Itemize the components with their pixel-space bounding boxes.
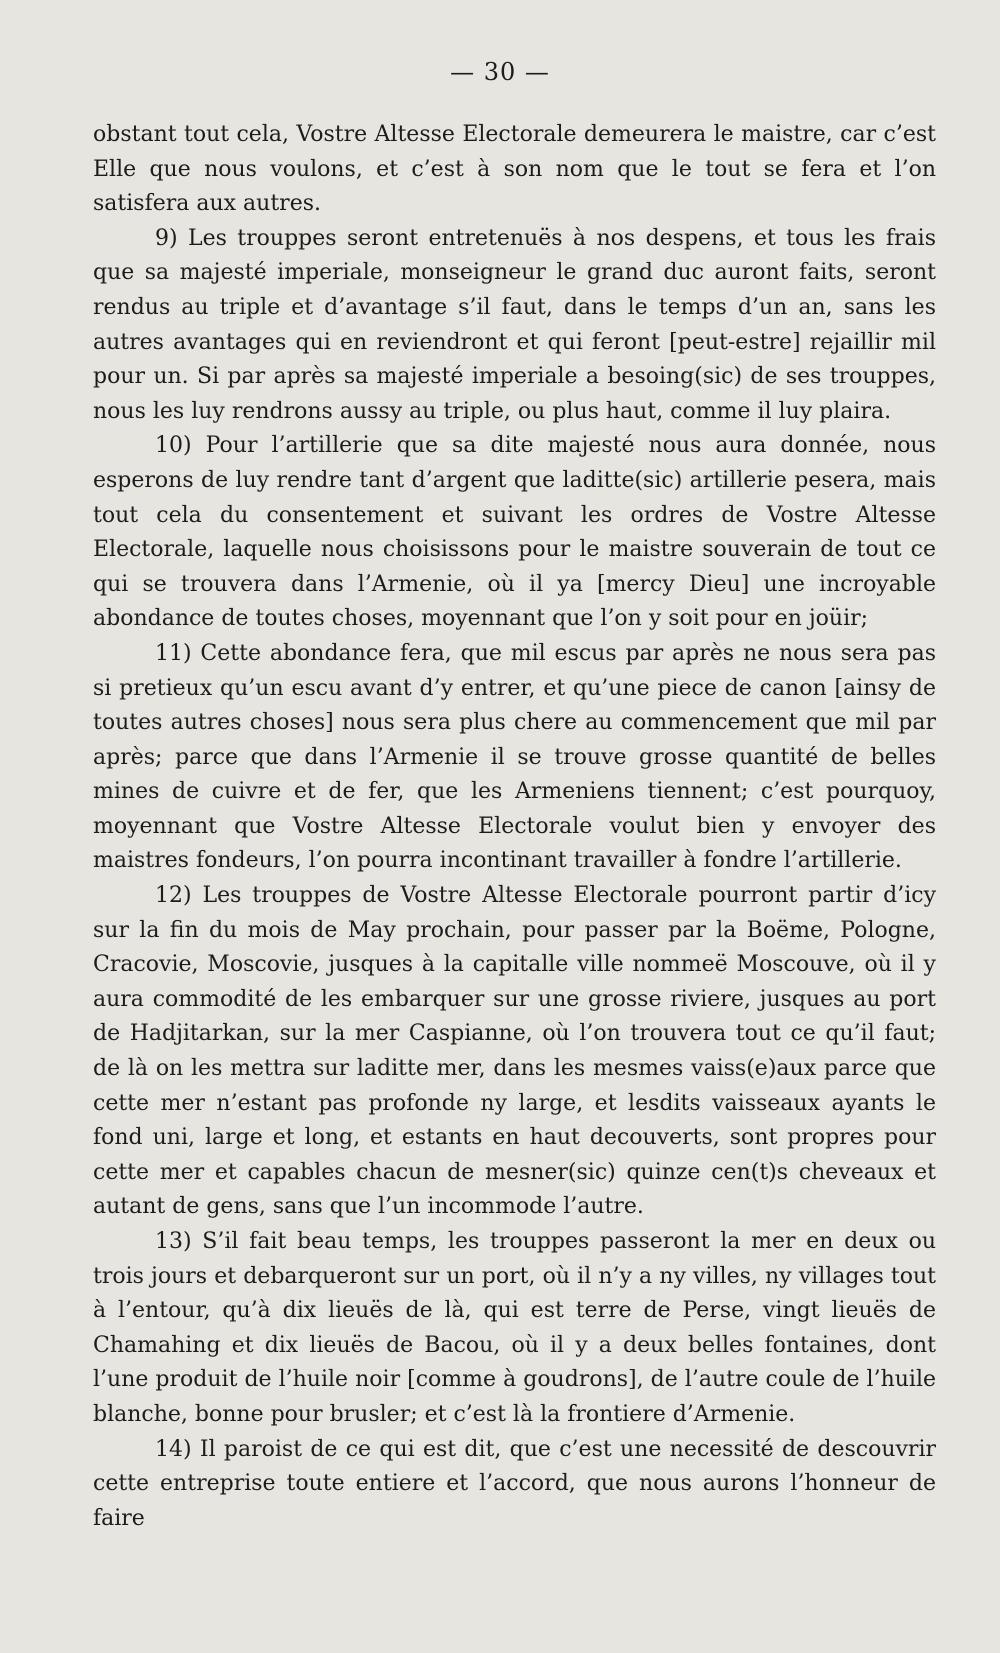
- paragraph-10: 10) Pour l’artillerie que sa dite majesté nous aura donnée, nous esperons de luy rendre tant d’argent que laditte(sic) artillerie pesera, mais tout cela du consentement et suivant les ordres de Vostre Altesse Electorale, laquelle nous choisissons pour le maistre souverain de tout ce qui se trouvera dans l’Armenie, où il ya [mercy Dieu] une incroyable abondance de toutes choses, moyennant que l’on y soit pour en joüir;: [93, 433, 936, 632]
- paragraph-13: 13) S’il fait beau temps, les trouppes passeront la mer en deux ou trois jours et debarqueront sur un port, où il n’y a ny villes, ny villages tout à l’entour, qu’à dix lieuës de là, qui est terre de Perse, vingt lieuës de Chamahing et dix lieuës de Bacou, où il y a deux belles fontaines, dont l’une produit de l’huile noir [comme à goudrons], de l’autre coule de l’huile blanche, bonne pour brusler; et c’est là la frontiere d’Armenie.: [93, 1229, 936, 1427]
- body-text: [93, 118, 936, 1536]
- page-number: — 30 —: [450, 58, 550, 86]
- paragraph-11: 11) Cette abondance fera, que mil escus par après ne nous sera pas si pretieux qu’un escu avant d’y entrer, et qu’une piece de canon [ainsy de toutes autres choses] nous sera plus chere au commencement que mil par après; parce que dans l’Armenie il se trouve grosse quantité de belles mines de cuivre et de fer, que les Armeniens tiennent; c’est pourquoy, moyennant que Vostre Altesse Electorale voulut bien y envoyer des maistres fondeurs, l’on pourra incontinant travailler à fondre l’artillerie.: [93, 640, 936, 874]
- paragraph-continuation: obstant tout cela, Vostre Altesse Electorale demeurera le maistre, car c’est Elle que nous voulons, et c’est à son nom que le tout se fera et l’on satisfera aux autres.: [93, 122, 936, 217]
- paragraph-14: 14) Il paroist de ce qui est dit, que c’est une necessité de descouvrir cette entreprise toute entiere et l’accord, que nous aurons l’honneur de faire: [93, 1436, 936, 1531]
- paragraph-12: 12) Les trouppes de Vostre Altesse Electorale pourront partir d’icy sur la fin du mois de May prochain, pour passer par la Boëme, Pologne, Cracovie, Moscovie, jusques à la capitalle ville nommeë Moscouve, où il y aura commodité de les embarquer sur une grosse riviere, jusques au port de Hadjitarkan, sur la mer Caspianne, où l’on trouvera tout ce qu’il faut; de là on les mettra sur laditte mer, dans les mesmes vaiss(e)aux parce que cette mer n’estant pas profonde ny large, et lesdits vaisseaux ayants le fond uni, large et long, et estants en haut decouverts, sont propres pour cette mer et capables chacun de mesner(sic) quinze cen(t)s cheveaux et autant de gens, sans que l’un incommode l’autre.: [93, 883, 936, 1220]
- paragraph-9: 9) Les trouppes seront entretenuës à nos despens, et tous les frais que sa majesté imperiale, monseigneur le grand duc auront faits, seront rendus au triple et d’avantage s’il faut, dans le temps d’un an, sans les autres avantages qui en reviendront et qui feront [peut-estre] rejaillir mil pour un. Si par après sa majesté imperiale a besoing(sic) de ses trouppes, nous les luy rendrons aussy au triple, ou plus haut, comme il luy plaira.: [93, 225, 936, 424]
